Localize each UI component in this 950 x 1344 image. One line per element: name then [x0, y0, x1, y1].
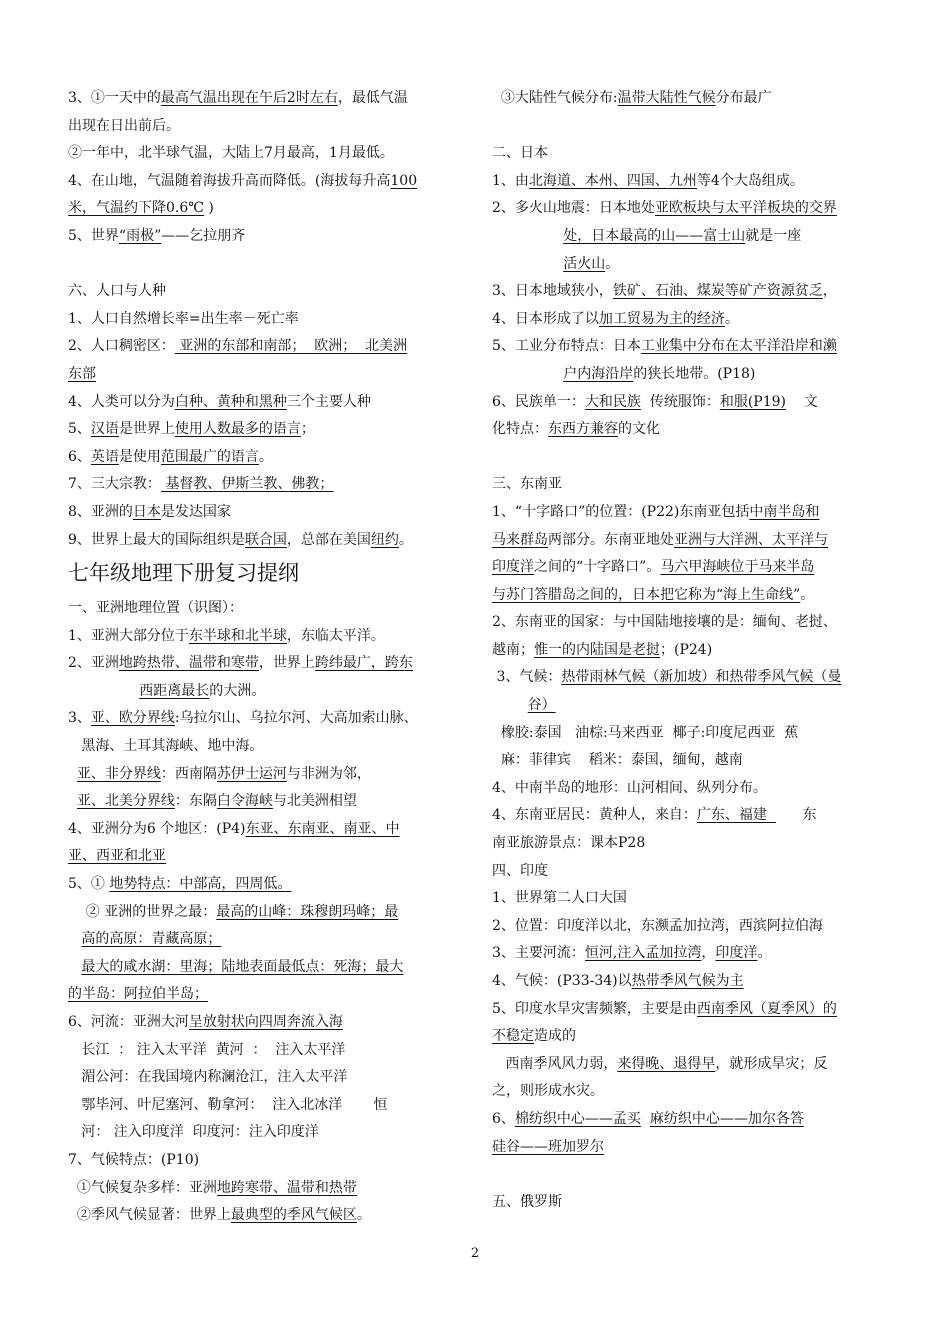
text-segment: 8、亚洲的 — [68, 503, 133, 520]
underlined-text: 日本 — [132, 503, 161, 520]
text-segment: 两部分。东南亚地处 — [548, 531, 674, 548]
left-column — [68, 85, 460, 1230]
underlined-text: 东部 — [68, 365, 96, 382]
text-segment: 出现在日出前后。 — [68, 117, 180, 134]
text-line — [492, 802, 884, 830]
underlined-text: 基督教、伊斯兰教、佛教； — [160, 476, 334, 493]
text-line — [68, 278, 460, 306]
text-line — [68, 195, 460, 223]
text-segment: 的文化 — [618, 421, 660, 438]
text-segment: 四、印度 — [492, 862, 548, 879]
underlined-text: 地跨寒带、温带和热带 — [216, 1179, 357, 1196]
text-line — [68, 871, 460, 899]
text-segment: 9、世界上最大的国际组织是 — [68, 531, 245, 548]
text-line — [68, 444, 460, 472]
text-line — [68, 981, 460, 1009]
text-line — [68, 678, 460, 706]
text-line — [68, 843, 460, 871]
text-line — [492, 168, 884, 196]
text-line — [68, 926, 460, 954]
underlined-text: 最大的咸水湖：里海；陆地表面最低点：死海；最大 — [81, 958, 404, 975]
text-segment — [492, 228, 563, 244]
underlined-text: 温带大陆性气候 — [617, 90, 716, 106]
text-line — [492, 692, 884, 720]
text-line — [68, 650, 460, 678]
text-segment: 西南季风风力弱， — [492, 1055, 618, 1072]
text-segment — [68, 683, 139, 699]
text-line — [68, 113, 460, 141]
text-line — [492, 582, 884, 610]
text-segment: :乌拉尔山、乌拉尔河、大高加索山脉、 — [174, 710, 418, 727]
underlined-text: 和服(P19) — [719, 393, 786, 410]
text-line — [492, 1023, 884, 1051]
text-line — [68, 1037, 460, 1065]
text-segment: 鄂毕河、叶尼塞河、勒拿河： 注入北冰洋 恒 — [68, 1096, 388, 1113]
underlined-text: 东半球和北半球 — [188, 627, 287, 644]
underlined-text: 广东、福建 — [696, 807, 776, 824]
text-line — [68, 361, 460, 389]
underlined-text: 东西方兼容 — [548, 421, 618, 438]
text-segment: 化特点： — [492, 421, 548, 438]
underlined-text: 麻纺织中心——加尔各答 — [649, 1110, 804, 1127]
text-segment: ② 亚洲的世界之最： — [68, 903, 217, 920]
text-segment — [68, 793, 77, 809]
text-segment: ——乞拉朋齐 — [161, 227, 246, 244]
underlined-text: 马六甲海峡位于马来半岛 — [660, 559, 815, 576]
text-segment: ；(P24) — [660, 641, 713, 658]
underlined-text: 热带季风气候为主 — [631, 973, 744, 989]
text-line — [68, 333, 460, 361]
text-segment: 4、人类可以分为 — [68, 393, 175, 410]
text-line — [492, 720, 884, 748]
underlined-text: 大和民族 — [584, 393, 641, 410]
underlined-text: 东亚、东南亚、南亚、中 — [245, 820, 400, 837]
text-segment: 4、在山地，气温随着海拔升高而降低。(海拔每升高 — [68, 172, 391, 189]
text-segment: 5、① — [68, 876, 110, 893]
text-line — [68, 1202, 460, 1230]
text-segment: 六、人口与人种 — [68, 283, 166, 300]
text-segment — [68, 766, 77, 782]
text-line — [68, 788, 460, 816]
text-line — [492, 444, 884, 472]
text-segment: 与非洲为邻， — [286, 765, 371, 782]
underlined-text: 的半岛：阿拉伯半岛； — [68, 986, 208, 1003]
text-line — [492, 609, 884, 637]
underlined-text: 米，气温约下降0.6℃ — [68, 200, 204, 217]
text-segment: 河： 注入印度洋 印度河：注入印度洋 — [68, 1124, 319, 1141]
underlined-text: 活火山 — [563, 255, 606, 272]
underlined-text: 户内海沿岸 — [563, 365, 634, 382]
text-line — [492, 1189, 884, 1217]
text-segment: ) — [203, 200, 214, 217]
text-segment: ， — [701, 945, 716, 962]
underlined-text: 最典型的季风气候区 — [230, 1207, 357, 1224]
underlined-text: 纽约 — [370, 531, 399, 548]
underlined-text: 北海道、本州、四国、九州 — [528, 172, 697, 189]
text-segment: 2、位置：印度洋以北，东濒孟加拉湾，西滨阿拉伯海 — [492, 917, 823, 934]
underlined-text: 高的高原：青藏高原； — [81, 931, 222, 948]
underlined-text: 苏伊士运河 — [216, 765, 287, 782]
text-segment — [68, 959, 81, 975]
text-segment: 之间的“十字路口”。 — [534, 559, 661, 576]
underlined-text: 最高气温出现在午后2时左右 — [160, 90, 338, 106]
underlined-text: 地跨热带、温带和寒带 — [118, 655, 259, 672]
text-segment: 与北美洲相望 — [272, 793, 357, 810]
text-line — [492, 1106, 884, 1134]
text-segment: 造成的 — [534, 1028, 576, 1045]
text-line — [68, 416, 460, 444]
text-segment: 。 — [356, 1207, 371, 1224]
text-segment: 6、 — [68, 448, 91, 465]
text-segment: ②季风气候显著：世界上 — [68, 1207, 231, 1224]
text-line — [492, 1078, 884, 1106]
text-segment: 。 — [398, 531, 413, 548]
text-segment: 4、亚洲分为6 个地区：(P4) — [68, 820, 246, 837]
text-segment: 1、由 — [492, 172, 529, 189]
text-segment: 二、日本 — [492, 145, 548, 162]
text-segment: ②一年中，北半球气温，大陆上7月最高，1月最低。 — [68, 145, 394, 162]
underlined-text: 联合国 — [244, 531, 287, 548]
text-line — [492, 637, 884, 665]
text-segment: 黑海、土耳其海峡、地中海。 — [68, 738, 264, 755]
text-line — [68, 954, 460, 982]
text-line — [492, 858, 884, 886]
text-segment: 3、 — [68, 710, 91, 727]
text-line — [492, 775, 884, 803]
text-segment: 3、日本地域狭小， — [492, 283, 613, 300]
text-line — [492, 251, 884, 279]
text-line — [68, 527, 460, 555]
text-segment: 是发达国家 — [160, 503, 231, 520]
text-segment: 文 — [786, 393, 818, 410]
text-segment: 越南； — [492, 641, 534, 658]
text-segment: 麻：菲律宾 稻米：泰国，缅甸，越南 — [492, 752, 743, 769]
text-segment: 南亚旅游景点：课本P28 — [492, 835, 646, 852]
text-segment: 4、气候：(P33-34)以 — [492, 973, 632, 989]
text-segment: ③大陆性气候分布: — [492, 90, 618, 106]
text-line — [68, 1092, 460, 1120]
underlined-text: 亚洲的东部和南部； 欧洲； 北美洲 — [174, 338, 408, 355]
text-segment: 2、亚洲 — [68, 655, 119, 672]
underlined-text: 地势特点：中部高，四周低。 — [109, 876, 292, 893]
text-segment: 。 — [800, 586, 815, 603]
text-line — [492, 968, 884, 996]
underlined-text: 亚、西亚和北亚 — [68, 848, 166, 865]
underlined-text: 谷） — [527, 697, 556, 714]
text-segment: 。 — [724, 310, 739, 327]
text-line — [68, 705, 460, 733]
text-line — [68, 1119, 460, 1147]
text-line — [492, 306, 884, 334]
text-line — [68, 623, 460, 651]
text-segment — [68, 931, 81, 947]
text-line — [492, 747, 884, 775]
text-segment: ，东临太平洋。 — [286, 627, 385, 644]
underlined-text: 铁矿、石油、煤炭等矿产资源贫乏 — [612, 283, 823, 300]
text-line — [492, 113, 884, 141]
document-heading: 七年级地理下册复习提纲 — [68, 561, 299, 586]
text-segment: 1、“十字路口”的位置：(P22)东南亚包括 — [492, 503, 750, 520]
text-segment: 3、气候： — [492, 669, 562, 686]
text-segment: 分布最广 — [715, 90, 772, 106]
underlined-text: 汉语 — [90, 421, 119, 438]
underlined-text: 亚欧板块与太平洋板块的交界 — [654, 200, 837, 217]
underlined-text: 惟一的内陆国是老挝 — [534, 641, 660, 658]
text-line — [492, 361, 884, 389]
text-segment: 。 — [757, 945, 772, 962]
underlined-text: 与苏门答腊岛之间的，日本把它称为“海上生命线” — [492, 586, 801, 603]
underlined-text: 马来群岛 — [492, 531, 548, 548]
text-segment: 湄公河：在我国境内称澜沧江，注入太平洋 — [68, 1069, 348, 1086]
text-line — [68, 595, 460, 623]
text-segment: 2、多火山地震：日本地处 — [492, 200, 655, 217]
text-line — [68, 140, 460, 168]
underlined-text: 恒河,注入孟加拉湾 — [584, 945, 702, 962]
underlined-text: 热带雨林气候（新加坡）和热带季风气候（曼 — [561, 669, 842, 686]
text-segment: ，总部在美国 — [286, 531, 371, 548]
text-line — [68, 899, 460, 927]
text-segment: ①气候复杂多样：亚洲 — [68, 1179, 217, 1196]
text-line — [492, 195, 884, 223]
text-segment: 2、东南亚的国家：与中国陆地接壤的是：缅甸、老挝、 — [492, 614, 837, 631]
text-line — [68, 251, 460, 279]
text-line — [492, 1134, 884, 1162]
text-line — [492, 527, 884, 555]
underlined-text: 白令海峡 — [216, 793, 273, 810]
text-line — [68, 85, 460, 113]
text-segment: ， — [822, 283, 837, 300]
text-line — [492, 1051, 884, 1079]
underlined-text: 跨纬最广，跨东 — [314, 655, 413, 672]
text-segment: ，就形成旱灾；反 — [715, 1055, 828, 1072]
text-segment: 4、中南半岛的地形：山河相间、纵列分布。 — [492, 779, 767, 796]
text-segment: 一、亚洲地理位置（识图）： — [68, 600, 243, 617]
text-segment: 3、主要河流： — [492, 945, 585, 962]
text-segment: 3、①一天中的 — [68, 90, 161, 106]
text-line — [492, 471, 884, 499]
text-segment: ：东隔 — [174, 793, 217, 810]
text-segment: 4、东南亚居民：黄种人，来自： — [492, 807, 697, 824]
text-segment: 6、民族单一： — [492, 393, 585, 410]
text-segment: ； — [300, 421, 315, 438]
text-segment: 1、人口自然增长率=出生率－死亡率 — [68, 310, 299, 327]
text-line — [492, 940, 884, 968]
text-segment: 5、世界 — [68, 227, 119, 244]
text-line — [68, 733, 460, 761]
text-segment: 2、人口稠密区： — [68, 338, 175, 355]
text-segment: 。 — [258, 448, 273, 465]
underlined-text: 中南半岛和 — [749, 503, 820, 520]
underlined-text: 西距离最长 — [139, 682, 210, 699]
text-segment — [641, 1111, 650, 1127]
underlined-text: 棉纺织中心——孟买 — [514, 1110, 641, 1127]
underlined-text: 最高的山峰：珠穆朗玛峰；最 — [216, 903, 399, 920]
underlined-text: 呈放射状向四周奔流入海 — [188, 1014, 343, 1030]
underlined-text: 处，日本最高的山——富士山 — [563, 227, 746, 244]
text-segment: 三、东南亚 — [492, 476, 562, 493]
text-segment: 的狭长地带。(P18) — [633, 365, 756, 382]
underlined-text: 使用人数最多的语言 — [174, 421, 301, 438]
text-segment: 是世界上 — [118, 421, 175, 438]
text-segment: 就是一座 — [745, 227, 802, 244]
text-line — [68, 816, 460, 844]
text-line — [68, 761, 460, 789]
text-segment: 传统服饰： — [640, 393, 720, 410]
text-segment: 7、三大宗教： — [68, 476, 161, 493]
text-segment: 是使用 — [118, 448, 161, 465]
underlined-text: 硅谷——班加罗尔 — [492, 1138, 604, 1155]
text-line — [492, 554, 884, 582]
text-segment: 的大洲。 — [209, 682, 266, 699]
text-segment: 之，则形成水灾。 — [492, 1083, 604, 1100]
text-segment: 长江 ： 注入太平洋 黄河 ： 注入太平洋 — [68, 1041, 346, 1058]
underlined-text: 加工贸易为主的经济 — [598, 310, 725, 327]
underlined-text: 西南季风（夏季风）的 — [696, 1000, 837, 1017]
text-segment: 三个主要人种 — [286, 393, 371, 410]
text-line — [492, 389, 884, 417]
text-segment: 5、 — [68, 421, 91, 438]
underlined-text: 范围最广的语言 — [160, 448, 259, 465]
text-line — [492, 913, 884, 941]
text-line — [68, 223, 460, 251]
text-line — [68, 1147, 460, 1175]
text-segment: 6、河流：亚洲大河 — [68, 1014, 189, 1030]
text-line — [492, 664, 884, 692]
text-segment: 橡胶:泰国 油棕:马来西亚 椰子:印度尼西亚 蕉 — [492, 724, 799, 741]
text-segment: 五、俄罗斯 — [492, 1193, 562, 1210]
text-segment: 等4个大岛组成。 — [696, 172, 804, 189]
text-segment: 1、亚洲大部分位于 — [68, 627, 189, 644]
text-segment: 东 — [775, 807, 817, 824]
underlined-text: 亚、欧分界线 — [90, 710, 175, 727]
underlined-text: 白种、黄种和黑种 — [174, 393, 287, 410]
text-segment: 4、日本形成了以 — [492, 310, 599, 327]
text-line — [68, 471, 460, 499]
text-line — [492, 996, 884, 1024]
text-segment — [492, 697, 528, 713]
text-line — [492, 885, 884, 913]
underlined-text: “雨极” — [118, 227, 162, 244]
underlined-text: 印度洋 — [492, 559, 534, 576]
text-segment: ，最低气温 — [337, 90, 408, 106]
text-line — [492, 278, 884, 306]
text-segment: ，世界上 — [258, 655, 315, 672]
underlined-text: 亚、北美分界线 — [76, 793, 175, 810]
text-line — [492, 140, 884, 168]
underlined-text: 不稳定 — [492, 1028, 534, 1045]
text-segment: 7、气候特点：(P10) — [68, 1151, 200, 1168]
text-line — [68, 168, 460, 196]
text-segment: 5、印度水旱灾害频繁，主要是由 — [492, 1000, 697, 1017]
text-line — [492, 416, 884, 444]
text-segment: 6、 — [492, 1110, 515, 1127]
underlined-text: 印度洋 — [715, 945, 758, 962]
underlined-text: 亚、非分界线 — [76, 765, 161, 782]
underlined-text: 100 — [390, 172, 418, 189]
text-segment — [492, 256, 563, 272]
text-segment: 5、工业分布特点：日本 — [492, 338, 641, 355]
text-segment: ：西南隔 — [160, 765, 217, 782]
text-segment: 。 — [605, 255, 620, 272]
text-line — [492, 223, 884, 251]
text-segment — [492, 366, 563, 382]
underlined-text: 来得晚、退得早 — [617, 1055, 716, 1072]
text-line — [68, 1175, 460, 1203]
right-column — [492, 85, 884, 1216]
text-line — [492, 1161, 884, 1189]
text-line — [492, 830, 884, 858]
underlined-text: 英语 — [90, 448, 119, 465]
text-line — [492, 499, 884, 527]
underlined-text: 亚洲与大洋洲、太平洋与 — [674, 531, 828, 548]
underlined-text: 工业集中分布在太平洋沿岸和濑 — [640, 338, 837, 355]
text-line — [68, 1009, 460, 1037]
text-segment: 1、世界第二人口大国 — [492, 890, 627, 907]
text-line — [68, 1064, 460, 1092]
text-line — [492, 333, 884, 361]
text-line — [68, 306, 460, 334]
text-line — [68, 499, 460, 527]
text-line — [68, 389, 460, 417]
page-number: 2 — [470, 1246, 480, 1261]
text-line — [492, 85, 884, 113]
